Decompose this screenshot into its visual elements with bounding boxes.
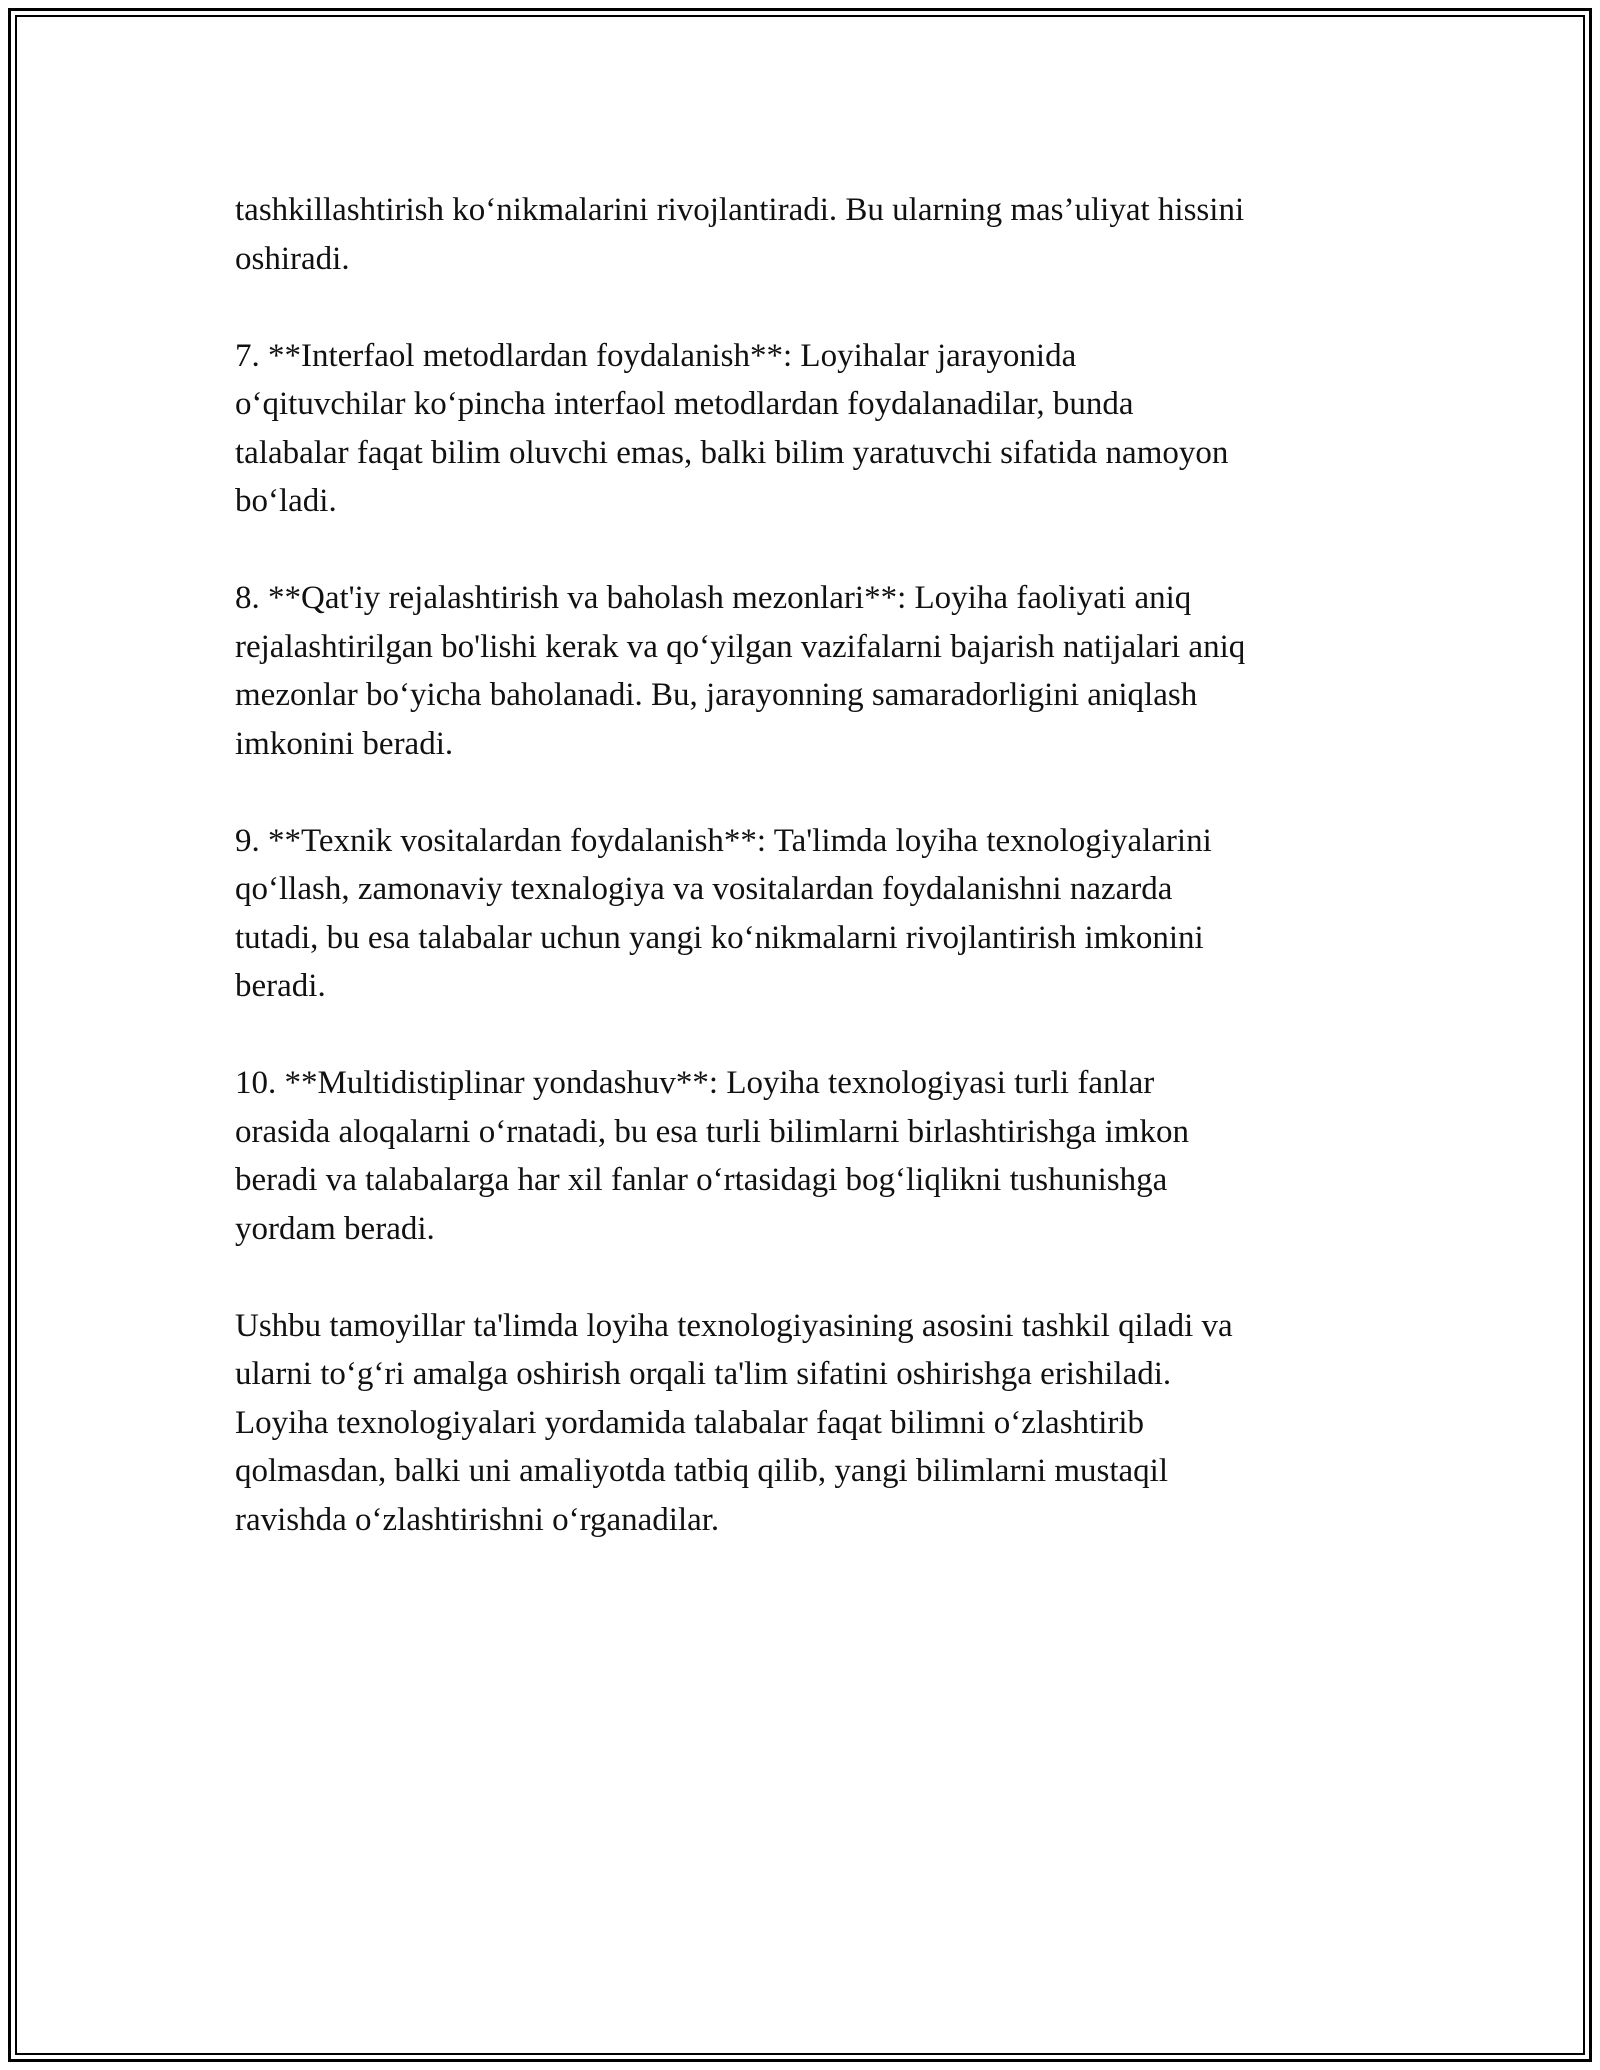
- text-line: talabalar faqat bilim oluvchi emas, balki bilim yaratuvchi sifatida namoyon: [235, 434, 1229, 471]
- paragraph-intro-continuation: [235, 186, 1375, 283]
- text-line: ravishda o‘zlashtirishni o‘rganadilar.: [235, 1501, 720, 1538]
- text-line: 9. **Texnik vositalardan foydalanish**: Ta'limda loyiha texnologiyalarini: [235, 822, 1212, 859]
- paragraph-item-8: [235, 574, 1375, 768]
- text-line: Loyiha texnologiyalari yordamida talabalar faqat bilimni o‘zlashtirib: [235, 1404, 1145, 1441]
- text-line: qolmasdan, balki uni amaliyotda tatbiq qilib, yangi bilimlarni mustaqil: [235, 1453, 1169, 1489]
- text-line: beradi.: [235, 968, 326, 1004]
- text-line: qo‘llash, zamonaviy texnalogiya va vositalardan foydalanishni nazarda: [235, 871, 1173, 907]
- text-line: rejalashtirilgan bo'lishi kerak va qo‘yilgan vazifalarni bajarish natijalari aniq: [235, 628, 1246, 665]
- text-line: o‘qituvchilar ko‘pincha interfaol metodlardan foydalanadilar, bunda: [235, 386, 1134, 422]
- text-line: tashkillashtirish ko‘nikmalarini rivojlantiradi. Bu ularning mas’uliyat hissini: [235, 192, 1245, 228]
- text-line: tutadi, bu esa talabalar uchun yangi ko‘nikmalarni rivojlantirish imkonini: [235, 919, 1204, 956]
- text-line: mezonlar bo‘yicha baholanadi. Bu, jarayonning samaradorligini aniqlash: [235, 677, 1198, 713]
- document-body: [235, 186, 1375, 1593]
- text-line: oshiradi.: [235, 240, 350, 277]
- text-line: orasida aloqalarni o‘rnatadi, bu esa turli bilimlarni birlashtirishga imkon: [235, 1113, 1190, 1150]
- paragraph-conclusion: [235, 1302, 1375, 1545]
- text-line: yordam beradi.: [235, 1210, 435, 1247]
- paragraph-item-10: [235, 1059, 1375, 1253]
- text-line: beradi va talabalarga har xil fanlar o‘rtasidagi bog‘liqlikni tushunishga: [235, 1162, 1168, 1198]
- text-line: bo‘ladi.: [235, 483, 337, 519]
- paragraph-item-7: [235, 332, 1375, 526]
- text-line: Ushbu tamoyillar ta'limda loyiha texnologiyasining asosini tashkil qiladi va: [235, 1307, 1233, 1344]
- text-line: 8. **Qat'iy rejalashtirish va baholash mezonlari**: Loyiha faoliyati aniq: [235, 580, 1192, 616]
- text-line: imkonini beradi.: [235, 725, 454, 762]
- text-line: 10. **Multidistiplinar yondashuv**: Loyiha texnologiyasi turli fanlar: [235, 1065, 1155, 1101]
- text-line: 7. **Interfaol metodlardan foydalanish**: Loyihalar jarayonida: [235, 337, 1077, 374]
- text-line: ularni to‘g‘ri amalga oshirish orqali ta'lim sifatini oshirishga erishiladi.: [235, 1356, 1172, 1392]
- paragraph-item-9: [235, 817, 1375, 1011]
